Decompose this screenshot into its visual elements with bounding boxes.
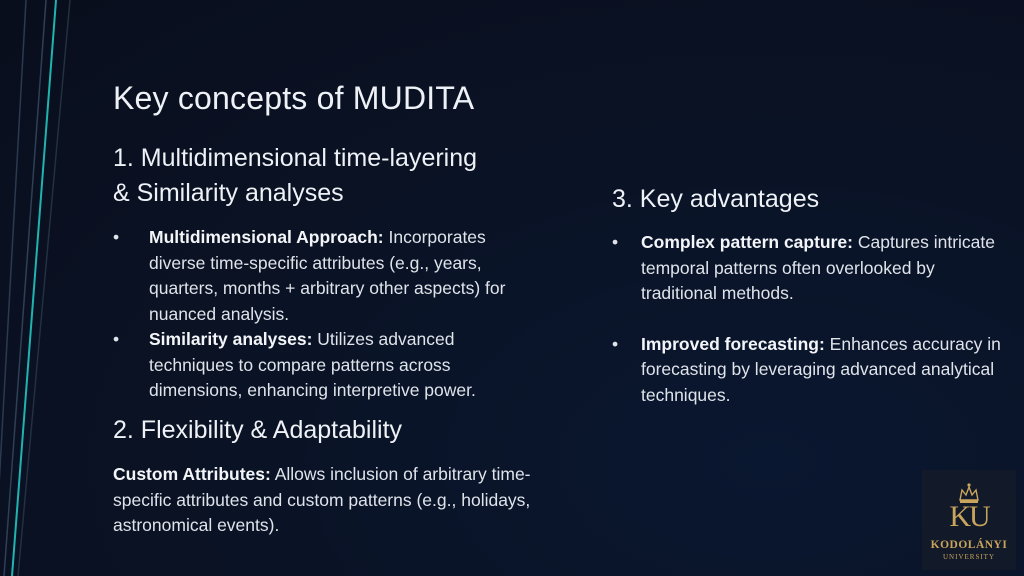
section3-bullet-list (612, 230, 1012, 408)
section1-heading-line1: 1. Multidimensional time-layering (113, 144, 478, 172)
bullet-marker: • (612, 333, 619, 354)
bullet-text: Captures intricate temporal patterns often overlooked by traditional methods. (641, 232, 996, 303)
university-logo (922, 470, 1016, 570)
section3-bullet-item (612, 230, 1012, 307)
section2-paragraph (113, 462, 558, 539)
logo-subtitle: UNIVERSITY (943, 553, 995, 561)
bullet-label: Complex pattern capture: (641, 232, 853, 252)
section3-heading: 3. Key advantages (612, 185, 820, 213)
bullet-text: Enhances accuracy in forecasting by leveraging advanced analytical techniques. (641, 333, 1001, 405)
accent-line-1 (0, 0, 26, 576)
section1-bullet-item (113, 225, 533, 327)
bullet-marker: • (113, 227, 120, 247)
slide-title: Key concepts of MUDITA (113, 80, 475, 116)
logo-name: KODOLÁNYI (930, 539, 1008, 551)
logo-monogram: KU (949, 500, 989, 533)
bullet-label: Multidimensional Approach: (149, 227, 384, 247)
section3-bullet-item (612, 332, 1012, 409)
bullet-label: Improved forecasting: (641, 333, 825, 354)
section1-bullet-list (113, 225, 533, 404)
section2-label: Custom Attributes: (113, 464, 271, 484)
bullet-marker: • (113, 329, 120, 349)
section2-text: Allows inclusion of arbitrary time-specific attributes and custom patterns (e.g., holidays, astronomical events). (113, 464, 531, 535)
bullet-marker: • (612, 232, 619, 252)
bullet-label: Similarity analyses: (149, 329, 313, 349)
accent-line-teal (12, 0, 56, 576)
section2-heading: 2. Flexibility & Adaptability (113, 416, 403, 444)
accent-line-3 (18, 0, 70, 576)
section1-heading (113, 141, 477, 211)
section1-bullet-item (113, 327, 533, 404)
bullet-text: Incorporates diverse time-specific attributes (e.g., years, quarters, months + arbitrary other aspects) for nuanced analysis. (149, 227, 506, 324)
bullet-text: Utilizes advanced techniques to compare patterns across dimensions, enhancing interpretive power. (149, 329, 476, 400)
section1-heading-line2: & Similarity analyses (113, 179, 344, 207)
